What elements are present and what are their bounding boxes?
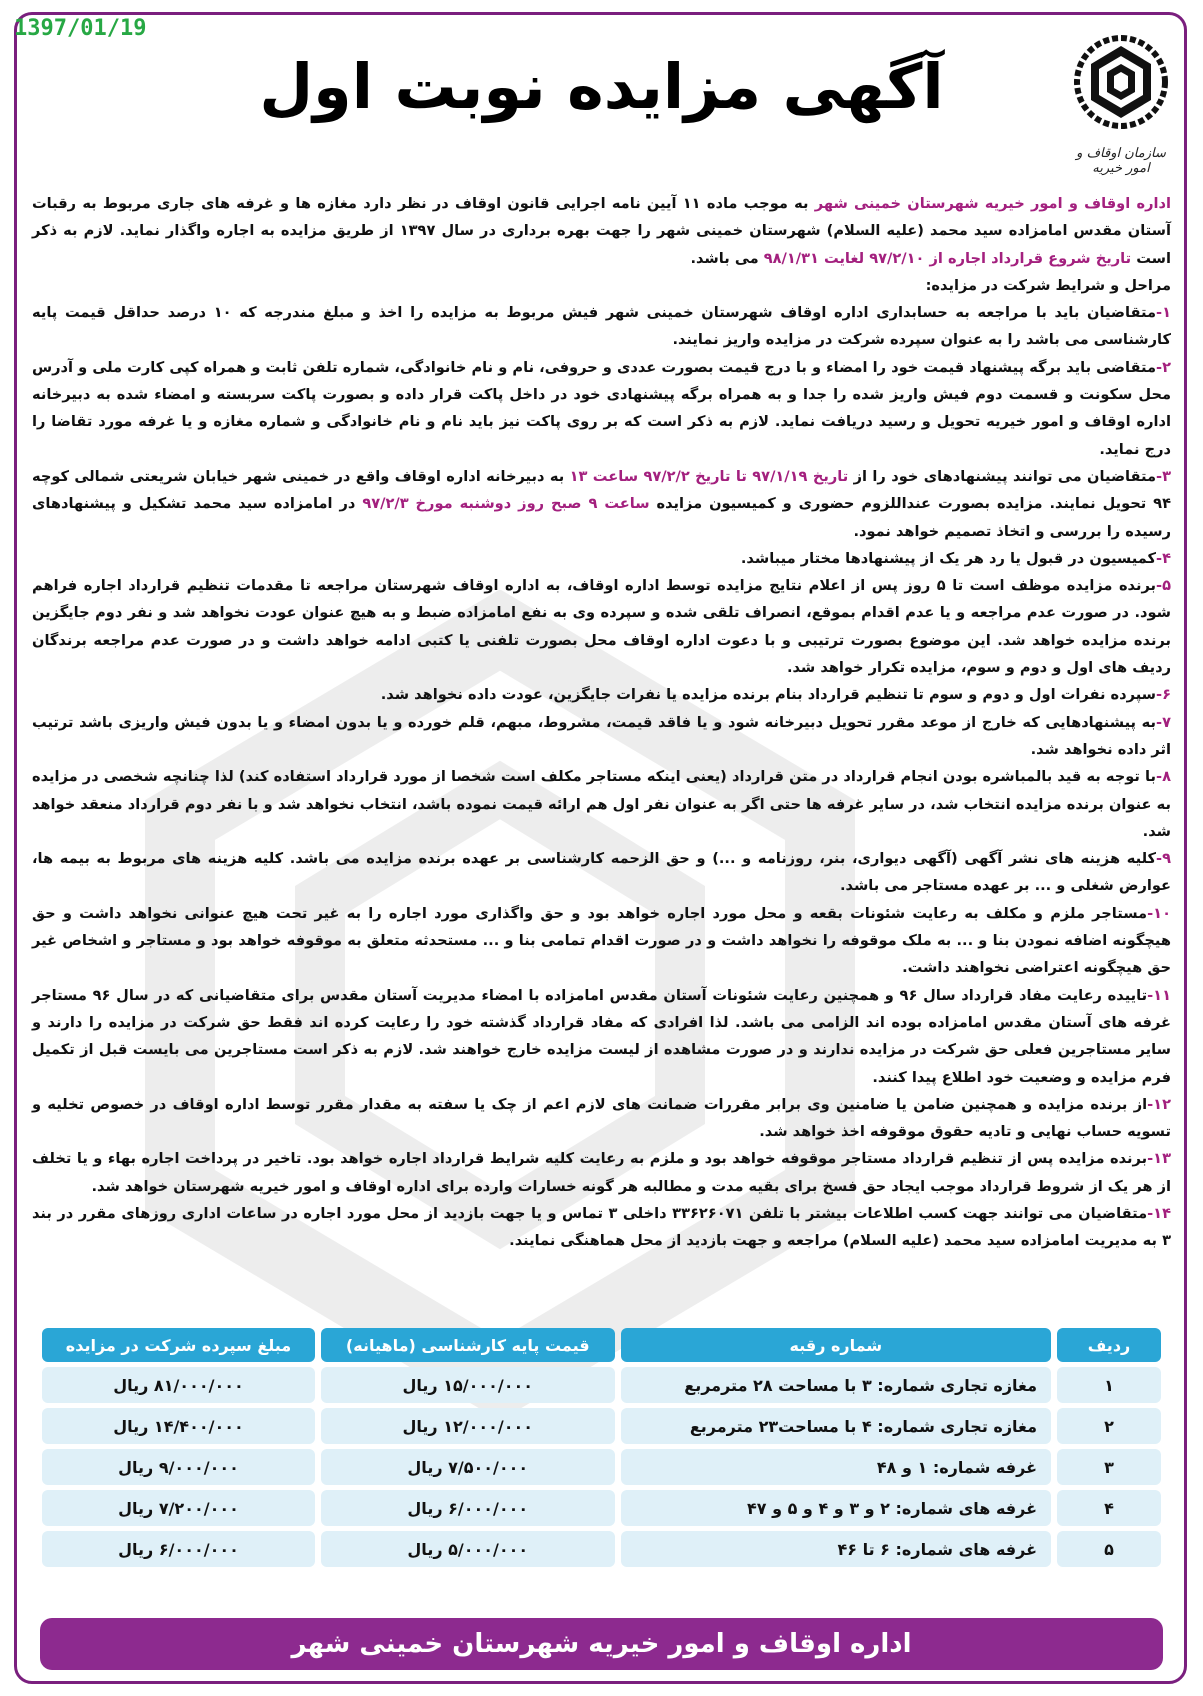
- condition-number: ۲-: [1156, 358, 1171, 376]
- condition-number: ۱۴-: [1147, 1204, 1171, 1222]
- condition-text: در امامزاده سید محمد تشکیل و پیشنهادهای رسیده را بررسی و اتخاذ تصمیم خواهد نمود.: [32, 495, 1171, 540]
- condition-item: [32, 463, 1171, 545]
- column-header-deposit: مبلغ سپرده شرکت در مزایده: [42, 1328, 315, 1362]
- unit-cell: مغازه تجاری شماره: ۳ با مساحت ۲۸ مترمربع: [621, 1367, 1051, 1403]
- unit-cell: مغازه تجاری شماره: ۴ با مساحت۲۳ مترمربع: [621, 1408, 1051, 1444]
- condition-text: برنده مزایده پس از تنظیم قرارداد مستاجر موقوفه خواهد بود و ملزم به رعایت کلیه شرایط قرارداد اجاره خواهد بود. تاخیر در پرداخت اجاره بهاء و یا تخلف از هر یک از شروط قرارداد موجب ایجاد حق فسخ برای بقیه مدت و مطالبه هر گونه خسارات وارده برای اداره اوقاف و امور خیریه شهرستان خواهد شد.: [32, 1150, 1171, 1195]
- condition-text: متقاضیان باید با مراجعه به حسابداری اداره اوقاف شهرستان خمینی شهر فیش مربوط به مزایده را اخذ و مبلغ مندرجه که ۱۰ درصد حداقل قیمت پایه کارشناسی می باشد را به عنوان سپرده شرکت در مزایده واریز نمایند.: [32, 304, 1171, 349]
- condition-number: ۵-: [1156, 577, 1172, 595]
- condition-text: سپرده نفرات اول و دوم و سوم تا تنظیم قرارداد بنام برنده مزایده یا نفرات جایگزین، عودت داده نخواهد شد.: [380, 686, 1157, 704]
- condition-number: ۷-: [1156, 713, 1171, 731]
- table-row: [42, 1367, 1161, 1403]
- condition-item: [32, 1145, 1171, 1200]
- condition-item: [32, 299, 1171, 354]
- awqaf-logo: [1071, 22, 1171, 182]
- footer-banner: اداره اوقاف و امور خیریه شهرستان خمینی شهر: [40, 1618, 1163, 1670]
- lots-table-header: [42, 1328, 1161, 1362]
- condition-number: ۱۱-: [1147, 986, 1171, 1004]
- condition-number: ۴-: [1156, 549, 1171, 567]
- condition-text: متقاضیان می توانند پیشنهادهای خود را از: [848, 467, 1157, 485]
- row-number: ۳: [1057, 1449, 1161, 1485]
- condition-number: ۶-: [1156, 686, 1171, 704]
- conditions-heading: مراحل و شرایط شرکت در مزایده:: [925, 276, 1171, 294]
- base-price-cell: ۷/۵۰۰/۰۰۰ ریال: [321, 1449, 615, 1485]
- contract-period: تاریخ شروع قرارداد اجاره از ۹۷/۲/۱۰ لغایت ۹۸/۱/۳۱: [763, 249, 1132, 267]
- intro-text: به موجب ماده ۱۱ آیین نامه اجرایی قانون اوقاف در نظر دارد مغازه ها و غرفه های جاری مربوط به رقبات آستان مقدس امامزاده سید محمد (علیه السلام) شهرستان خمینی شهر را جهت بهره برداری در سال ۱۳۹۷ از طریق مزایده به اجاره واگذار نماید. لازم به ذکر است: [32, 195, 1171, 267]
- conditions-list: [32, 299, 1171, 1254]
- row-number: ۴: [1057, 1490, 1161, 1526]
- condition-item: [32, 1091, 1171, 1146]
- condition-text: برنده مزایده موظف است تا ۵ روز پس از اعلام نتایج مزایده توسط اداره اوقاف، به اداره اوقاف شهرستان مراجعه تا مقدمات تنظیم قرارداد اجاره فراهم شود. در صورت عدم مراجعه و یا عدم اقدام بموقع، انصراف تلقی شده و سپرده وی به نفع امامزاده ضبط و به هیچ عنوان عودت نخواهد شد و نفر دوم جایگزین برنده مزایده خواهد شد. این موضوع بصورت ترتیبی و با دعوت اداره اوقاف محل بصورت تلفنی یا کتبی ادامه خواهد داشت و در صورت عدم مراجعه برندگان ردیف های اول و دوم و سوم، مزایده تکرار خواهد شد.: [32, 577, 1171, 677]
- base-price-cell: ۵/۰۰۰/۰۰۰ ریال: [321, 1531, 615, 1567]
- condition-highlight: تاریخ ۹۷/۱/۱۹ تا تاریخ ۹۷/۲/۲ ساعت ۱۳: [569, 467, 849, 485]
- condition-item: [32, 545, 1171, 572]
- condition-item: [32, 982, 1171, 1091]
- condition-item: [32, 845, 1171, 900]
- deposit-cell: ۶/۰۰۰/۰۰۰ ریال: [42, 1531, 315, 1567]
- announcement-body: [32, 190, 1171, 1255]
- logo-caption: سازمان اوقاف و امور خیریه: [1076, 146, 1166, 176]
- awqaf-emblem-icon: [1071, 22, 1171, 142]
- column-header-row-number: ردیف: [1057, 1328, 1161, 1362]
- condition-text: به پیشنهادهایی که خارج از موعد مقرر تحویل دبیرخانه شود و یا فاقد قیمت، مشروط، مبهم، قلم خورده و یا بدون امضاء و یا بدون فیش واریزی باشد ترتیب اثر داده نخواهد شد.: [32, 713, 1171, 758]
- lots-table: [36, 1323, 1167, 1572]
- condition-number: ۱۲-: [1147, 1095, 1171, 1113]
- deposit-cell: ۹/۰۰۰/۰۰۰ ریال: [42, 1449, 315, 1485]
- condition-text: متقاضی باید برگه پیشنهاد قیمت خود را امضاء و با درج قیمت بصورت عددی و حروفی، نام و نام خانوادگی، شماره تلفن ثابت و همراه کپی کارت ملی و آدرس محل سکونت و قسمت دوم فیش واریز شده را جدا و به همراه برگه پیشنهادی خود در داخل پاکت قرار داده و بصورت پاکت سربسته و امضاء شده به دبیرخانه اداره اوقاف و امور خیریه تحویل و رسید دریافت نماید. لازم به ذکر است که بر روی پاکت نیز باید نام و نام خانوادگی و شماره مغازه و یا غرفه مورد تقاضا را درج نماید.: [32, 358, 1171, 458]
- deposit-cell: ۸۱/۰۰۰/۰۰۰ ریال: [42, 1367, 315, 1403]
- table-row: [42, 1490, 1161, 1526]
- column-header-base-price: قیمت پایه کارشناسی (ماهیانه): [321, 1328, 615, 1362]
- condition-item: [32, 763, 1171, 845]
- deposit-cell: ۷/۲۰۰/۰۰۰ ریال: [42, 1490, 315, 1526]
- table-row: [42, 1531, 1161, 1567]
- condition-item: [32, 709, 1171, 764]
- unit-cell: غرفه های شماره: ۶ تا ۴۶: [621, 1531, 1051, 1567]
- condition-number: ۱۰-: [1147, 904, 1171, 922]
- table-row: [42, 1408, 1161, 1444]
- condition-item: [32, 681, 1171, 708]
- column-header-unit: شماره رقبه: [621, 1328, 1051, 1362]
- issuer-name: اداره اوقاف و امور خیریه شهرستان خمینی شهر: [814, 195, 1171, 212]
- condition-number: ۸-: [1156, 768, 1171, 786]
- condition-item: [32, 1200, 1171, 1255]
- base-price-cell: ۶/۰۰۰/۰۰۰ ریال: [321, 1490, 615, 1526]
- condition-item: [32, 572, 1171, 681]
- row-number: ۲: [1057, 1408, 1161, 1444]
- table-row: [42, 1449, 1161, 1485]
- condition-item: [32, 354, 1171, 463]
- condition-text: به دبیرخانه اداره اوقاف واقع در خمینی شهر خیابان شریعتی شمالی کوچه ۹۴ تحویل نمایند. مزایده بصورت عنداللزوم حضوری و کمیسیون مزایده: [32, 467, 1171, 513]
- condition-text: مستاجر ملزم و مکلف به رعایت شئونات بقعه و محل مورد اجاره خواهد بود و حق واگذاری مورد اجاره را به غیر تحت هیچ عنوانی نخواهد داشت و حق هیچگونه اضافه نمودن بنا و ... به ملک موقوفه را نخواهد داشت و در صورت اقدام تمامی بنا و ... مستحدثه متعلق به موقوفه خواهد بود و مستاجر و اشخاص غیر حق هیچگونه اعتراضی نخواهند داشت.: [32, 904, 1171, 977]
- intro-end: می باشد.: [690, 249, 759, 267]
- base-price-cell: ۱۵/۰۰۰/۰۰۰ ریال: [321, 1367, 615, 1403]
- row-number: ۵: [1057, 1531, 1161, 1567]
- page-title: آگهی مزایده نوبت اول: [259, 50, 944, 123]
- condition-text: کلیه هزینه های نشر آگهی (آگهی دیواری، بنر، روزنامه و ...) و حق الزحمه کارشناسی بر عهده برنده مزایده می باشد. کلیه هزینه های مربوط به بیمه ها، عوارض شغلی و ... بر عهده مستاجر می باشد.: [32, 850, 1171, 895]
- base-price-cell: ۱۲/۰۰۰/۰۰۰ ریال: [321, 1408, 615, 1444]
- condition-item: [32, 900, 1171, 982]
- condition-text: تاییده رعایت مفاد قرارداد سال ۹۶ و همچنین رعایت شئونات آستان مقدس امامزاده با امضاء مدیریت آستان مقدس برای متقاضیانی که در سال ۹۶ مستاجر غرفه های آستان مقدس امامزاده بوده اند الزامی می باشد. لذا افرادی که مفاد قرارداد گذشته خود را رعایت کرده اند فقط حق شرکت در مزایده را دارند و سایر مستاجرین فعلی حق شرکت در مزایده ندارند و در صورت مشاهده از لیست مزایده خارج خواهند شد. لازم به ذکر است مستاجرین می بایست قبل از تکمیل فرم مزایده و وضعیت خود اطلاع پیدا کنند.: [32, 986, 1171, 1086]
- condition-number: ۳-: [1156, 467, 1172, 485]
- intro-paragraph: [32, 190, 1171, 272]
- condition-number: ۹-: [1156, 850, 1171, 868]
- deposit-cell: ۱۴/۴۰۰/۰۰۰ ریال: [42, 1408, 315, 1444]
- condition-text: کمیسیون در قبول یا رد هر یک از پیشنهادها مختار میباشد.: [740, 549, 1157, 567]
- condition-highlight: ساعت ۹ صبح روز دوشنبه مورخ ۹۷/۲/۳: [362, 495, 650, 513]
- publish-date: 1397/01/19: [14, 16, 147, 41]
- condition-number: ۱-: [1156, 304, 1171, 322]
- condition-text: متقاضیان می توانند جهت کسب اطلاعات بیشتر با تلفن ۳۳۶۲۶۰۷۱ داخلی ۳ تماس و یا جهت بازدید از محل مورد اجاره در ساعات اداری روزهای مقرر در بند ۳ به مدیریت امامزاده سید محمد (علیه السلام) مراجعه و جهت بازدید از محل هماهنگی نمایند.: [32, 1204, 1171, 1250]
- condition-text: از برنده مزایده و همچنین ضامن یا ضامنین وی برابر مقررات ضمانت های لازم اعم از چک یا سفته به مقدار مقرر توسط اداره اوقاف در خصوص تخلیه و تسویه حساب نهایی و تادیه حقوق موقوفه اخذ خواهد شد.: [32, 1095, 1171, 1141]
- condition-text: با توجه به قید بالمباشره بودن انجام قرارداد در متن قرارداد (یعنی اینکه مستاجر مکلف است شخصا از مورد قرارداد استفاده کند) لذا چنانچه شخصی در مزایده به عنوان برنده مزایده انتخاب شد، در سایر غرفه ها حتی اگر به عنوان نفر اول هم ارائه قیمت نموده باشد، انتخاب نخواهد شد و با نفر دوم قرارداد منعقد خواهد شد.: [32, 768, 1171, 840]
- unit-cell: غرفه شماره: ۱ و ۴۸: [621, 1449, 1051, 1485]
- unit-cell: غرفه های شماره: ۲ و ۳ و ۴ و ۵ و ۴۷: [621, 1490, 1051, 1526]
- row-number: ۱: [1057, 1367, 1161, 1403]
- condition-number: ۱۳-: [1147, 1150, 1171, 1168]
